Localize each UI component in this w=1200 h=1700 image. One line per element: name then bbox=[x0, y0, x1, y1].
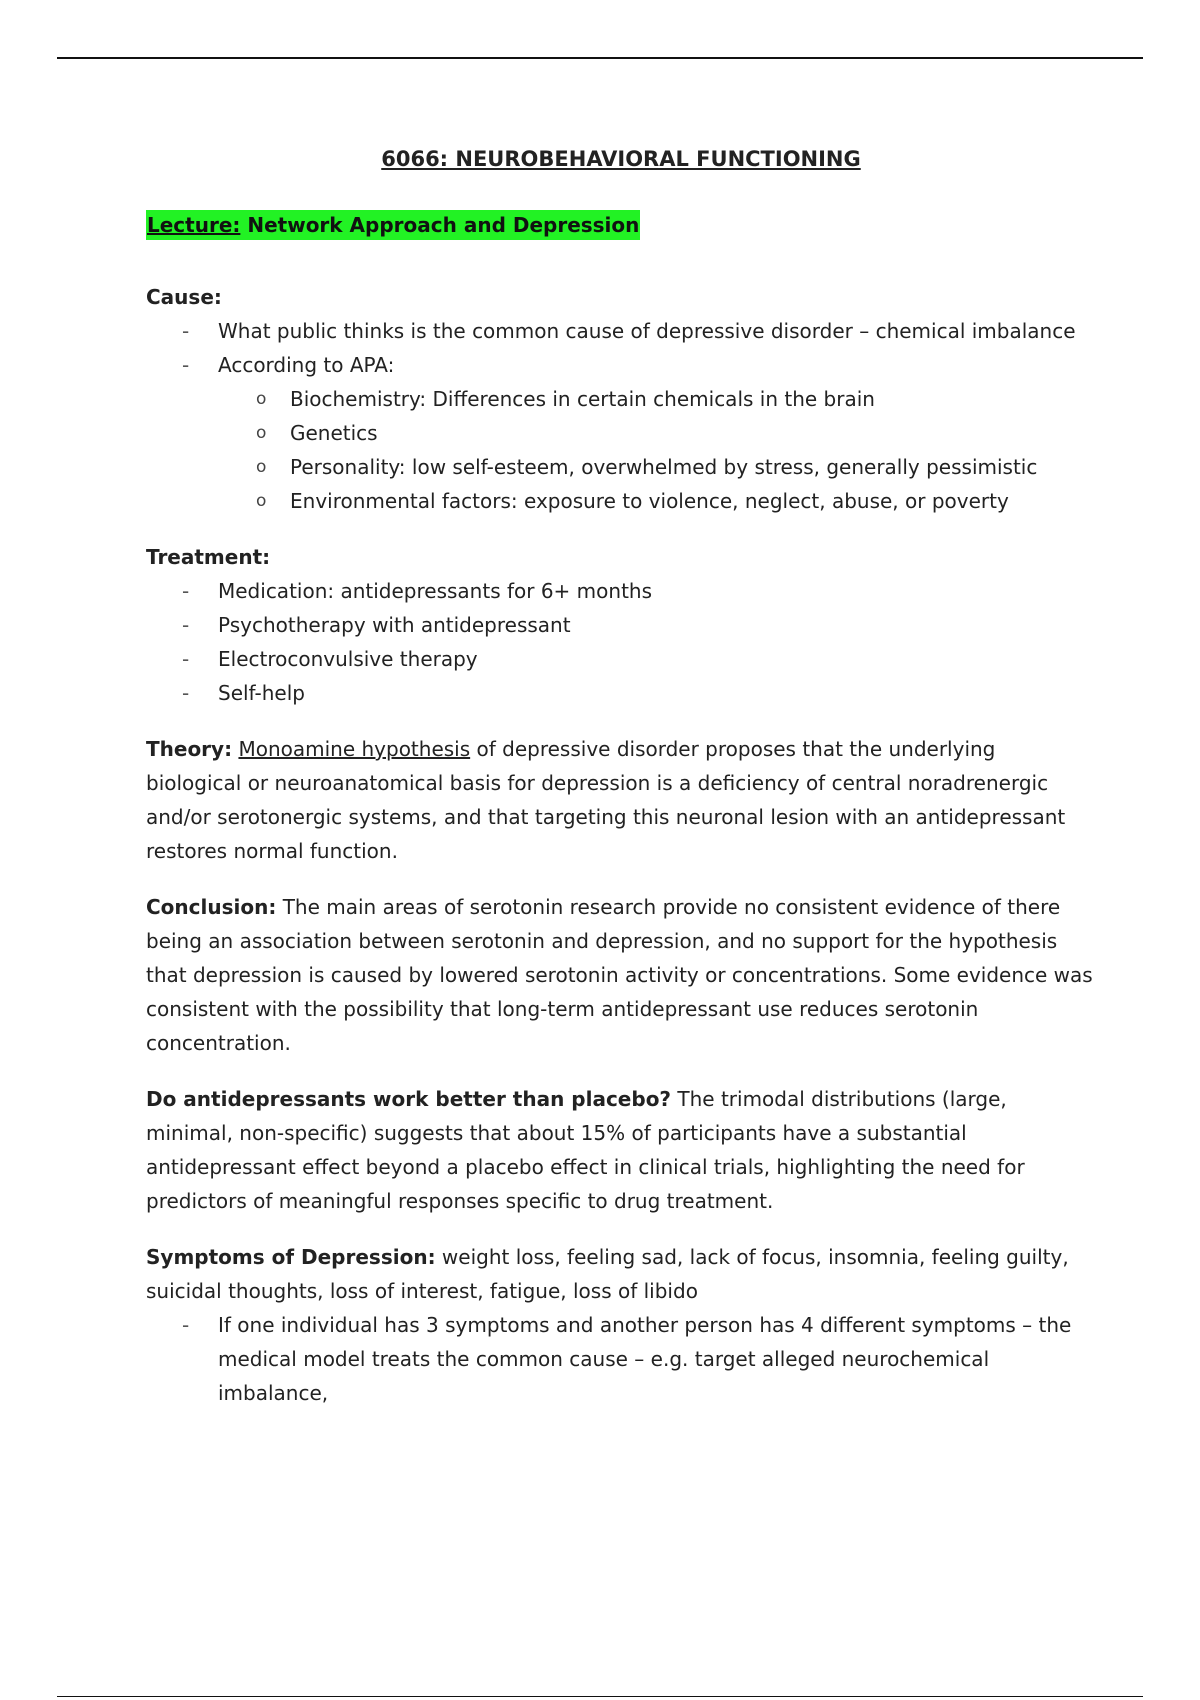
theory-paragraph bbox=[146, 732, 1096, 868]
symptoms-paragraph bbox=[146, 1240, 1096, 1308]
symptoms-label: Symptoms of Depression: bbox=[146, 1245, 436, 1269]
cause-heading: Cause: bbox=[146, 285, 222, 309]
symptoms-text: weight loss, feeling sad, lack of focus, insomnia, feeling guilty, suicidal thoughts, loss of interest, fatigue, loss of libido bbox=[146, 1245, 1069, 1303]
conclusion-paragraph bbox=[146, 890, 1096, 1060]
placebo-text: The trimodal distributions (large, minimal, non-specific) suggests that about 15% of participants have a substantial antidepressant effect beyond a placebo effect in clinical trials, highlighting the need for predictors of meaningful responses specific to drug treatment. bbox=[146, 1087, 1025, 1213]
lecture-prefix: Lecture: bbox=[147, 213, 241, 237]
header-rule bbox=[57, 57, 1143, 59]
lecture-heading bbox=[146, 208, 1096, 242]
conclusion-text: The main areas of serotonin research provide no consistent evidence of there being an association between serotonin and depression, and no support for the hypothesis that depression is caused by lowered serotonin activity or concentrations. Some evidence was consistent with the possibility that long-term antidepressant use reduces serotonin concentration. bbox=[146, 895, 1093, 1055]
conclusion-label: Conclusion: bbox=[146, 895, 277, 919]
list-item: o Genetics bbox=[146, 416, 1096, 450]
symptoms-list bbox=[146, 1308, 1096, 1410]
treatment-heading: Treatment: bbox=[146, 545, 271, 569]
page-title: 6066: NEUROBEHAVIORAL FUNCTIONING bbox=[381, 147, 861, 171]
cause-list bbox=[146, 314, 1096, 382]
apa-list bbox=[146, 382, 1096, 518]
theory-text: of depressive disorder proposes that the underlying biological or neuroanatomical basis for depression is a deficiency of central noradrenergic and/or serotonergic systems, and that targeting this neuronal lesion with an antidepressant restores normal function. bbox=[146, 737, 1066, 863]
list-item: o Environmental factors: exposure to violence, neglect, abuse, or poverty bbox=[146, 484, 1096, 518]
list-item: - According to APA: bbox=[146, 348, 1096, 382]
document-page bbox=[146, 142, 1096, 1410]
list-item: - Psychotherapy with antidepressant bbox=[146, 608, 1096, 642]
theory-term: Monoamine hypothesis bbox=[238, 737, 471, 761]
list-item: o Biochemistry: Differences in certain chemicals in the brain bbox=[146, 382, 1096, 416]
footer-rule bbox=[57, 1696, 1143, 1697]
theory-label: Theory: bbox=[146, 737, 233, 761]
list-item: - Medication: antidepressants for 6+ months bbox=[146, 574, 1096, 608]
treatment-list bbox=[146, 574, 1096, 710]
list-item: o Personality: low self-esteem, overwhelmed by stress, generally pessimistic bbox=[146, 450, 1096, 484]
placebo-label: Do antidepressants work better than placebo? bbox=[146, 1087, 672, 1111]
placebo-paragraph bbox=[146, 1082, 1096, 1218]
symptoms-section bbox=[146, 1240, 1096, 1410]
list-item: - Electroconvulsive therapy bbox=[146, 642, 1096, 676]
lecture-title: Network Approach and Depression bbox=[240, 213, 640, 237]
treatment-section bbox=[146, 540, 1096, 710]
lecture-highlight bbox=[146, 210, 640, 240]
cause-section bbox=[146, 280, 1096, 518]
list-item: - What public thinks is the common cause of depressive disorder – chemical imbalance bbox=[146, 314, 1096, 348]
list-item: - If one individual has 3 symptoms and another person has 4 different symptoms – the medical model treats the common cause – e.g. target alleged neurochemical imbalance, bbox=[146, 1308, 1096, 1410]
list-item: - Self-help bbox=[146, 676, 1096, 710]
